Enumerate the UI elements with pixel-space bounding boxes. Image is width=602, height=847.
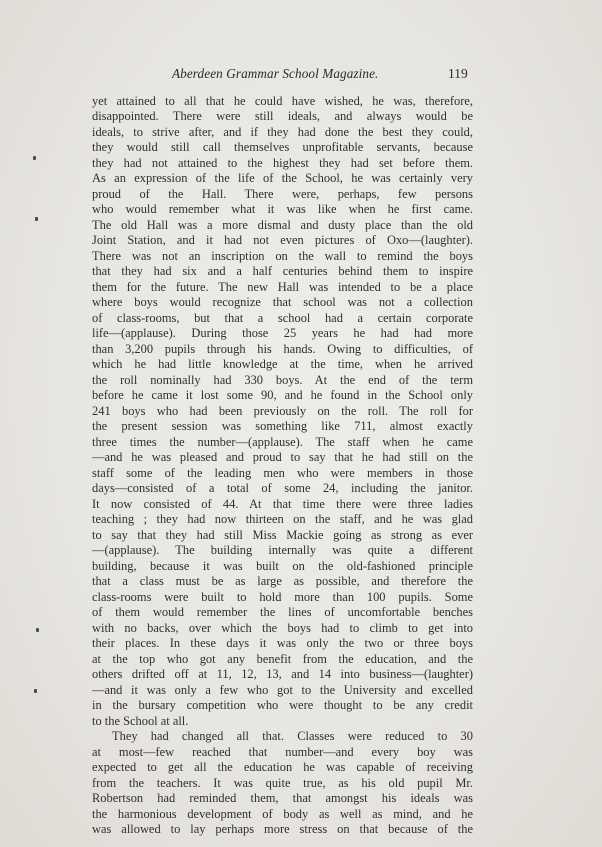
text-line: where boys would recognize that school was not a collection [92,295,473,309]
text-line: The old Hall was a more dismal and dusty place than the old [92,217,473,232]
text-line: They had changed all that. Classes were reduced to 30 [112,729,473,743]
text-line: their places. In these days it was only the two or three boys [92,636,473,650]
text-line: than 3,200 pupils through his hands. Owing to difficulties, of [92,341,473,356]
text-line: disappointed. There were still ideals, and always would be [92,109,473,123]
text-line: which he had little knowledge at the time, when he arrived [92,357,473,371]
text-line: that they had six and a half centuries behind them to inspire [92,264,473,278]
text-line: It now consisted of 44. At that time there were three ladies [92,496,473,511]
text-line: in the bursary competition who were thought to be any credit [92,698,473,712]
text-line: As an expression of the life of the School, he was certainly very [92,171,473,185]
text-line: that a class must be as large as possible, and therefore the [92,574,473,588]
text-line: —(applause). The building internally was quite a different [92,543,473,557]
text-line: of class-rooms, but that a school had a certain corporate [92,310,473,325]
text-line: they had not attained to the highest they had set before them. [92,155,473,170]
text-line: to say that they had still Miss Mackie going as strong as ever [92,527,473,542]
text-line: the harmonious development of body as well as mind, and he [92,806,473,821]
margin-mark [36,628,39,632]
text-line: the present session was something like 711, almost exactly [92,419,473,433]
margin-mark [35,217,38,221]
text-line: —and it was only a few who got to the University and excelled [92,682,473,697]
text-line: from the teachers. It was quite true, as his old pupil Mr. [92,775,473,790]
text-line: Joint Station, and it had not even pictures of Oxo—(laughter). [92,233,473,247]
text-line: was allowed to lay perhaps more stress on that because of the [92,822,473,836]
magazine-title: Aberdeen Grammar School Magazine. [172,66,379,81]
margin-mark [33,156,36,160]
text-line: 241 boys who had been previously on the roll. The roll for [92,403,473,418]
text-line: proud of the Hall. There were, perhaps, few persons [92,186,473,201]
margin-mark [34,689,37,693]
text-line: teaching ; they had now thirteen on the staff, and he was glad [92,512,473,526]
text-line: with no backs, over which the boys had to climb to get into [92,620,473,635]
text-line: Robertson had reminded them, that amongst his ideals was [92,791,473,805]
text-line: of them would remember the lines of uncomfortable benches [92,605,473,619]
text-line: staff some of the leading men who were members in those [92,465,473,480]
page-number: 119 [448,66,468,81]
text-line: three times the number—(applause). The staff when he came [92,434,473,449]
text-line: class-rooms were built to hold more than 100 pupils. Some [92,589,473,604]
text-line: at the top who got any benefit from the education, and the [92,651,473,666]
text-line: There was not an inscription on the wall to remind the boys [92,248,473,263]
article-body [92,94,473,838]
text-line: who would remember what it was like when he first came. [92,202,473,216]
text-line: them for the future. The new Hall was intended to be a place [92,279,473,294]
text-line: before he came it lost some 90, and he found in the School only [92,388,473,402]
text-line: life—(applause). During those 25 years he had had more [92,326,473,340]
text-line: they would still call themselves unprofitable servants, because [92,140,473,154]
text-line: building, because it was built on the old-fashioned principle [92,558,473,573]
text-line: —and he was pleased and proud to say that he had still on the [92,450,473,464]
text-line: ideals, to strive after, and if they had done the best they could, [92,124,473,139]
text-line: the roll nominally had 330 boys. At the end of the term [92,372,473,387]
text-line: others drifted off at 11, 12, 13, and 14 into business—(laughter) [92,667,473,681]
text-line: at most—few reached that number—and every boy was [92,744,473,759]
text-line: expected to get all the education he was capable of receiving [92,760,473,774]
text-line: yet attained to all that he could have wished, he was, therefore, [92,93,473,108]
text-line: days—consisted of a total of some 24, including the janitor. [92,481,473,495]
text-line: to the School at all. [92,713,189,728]
